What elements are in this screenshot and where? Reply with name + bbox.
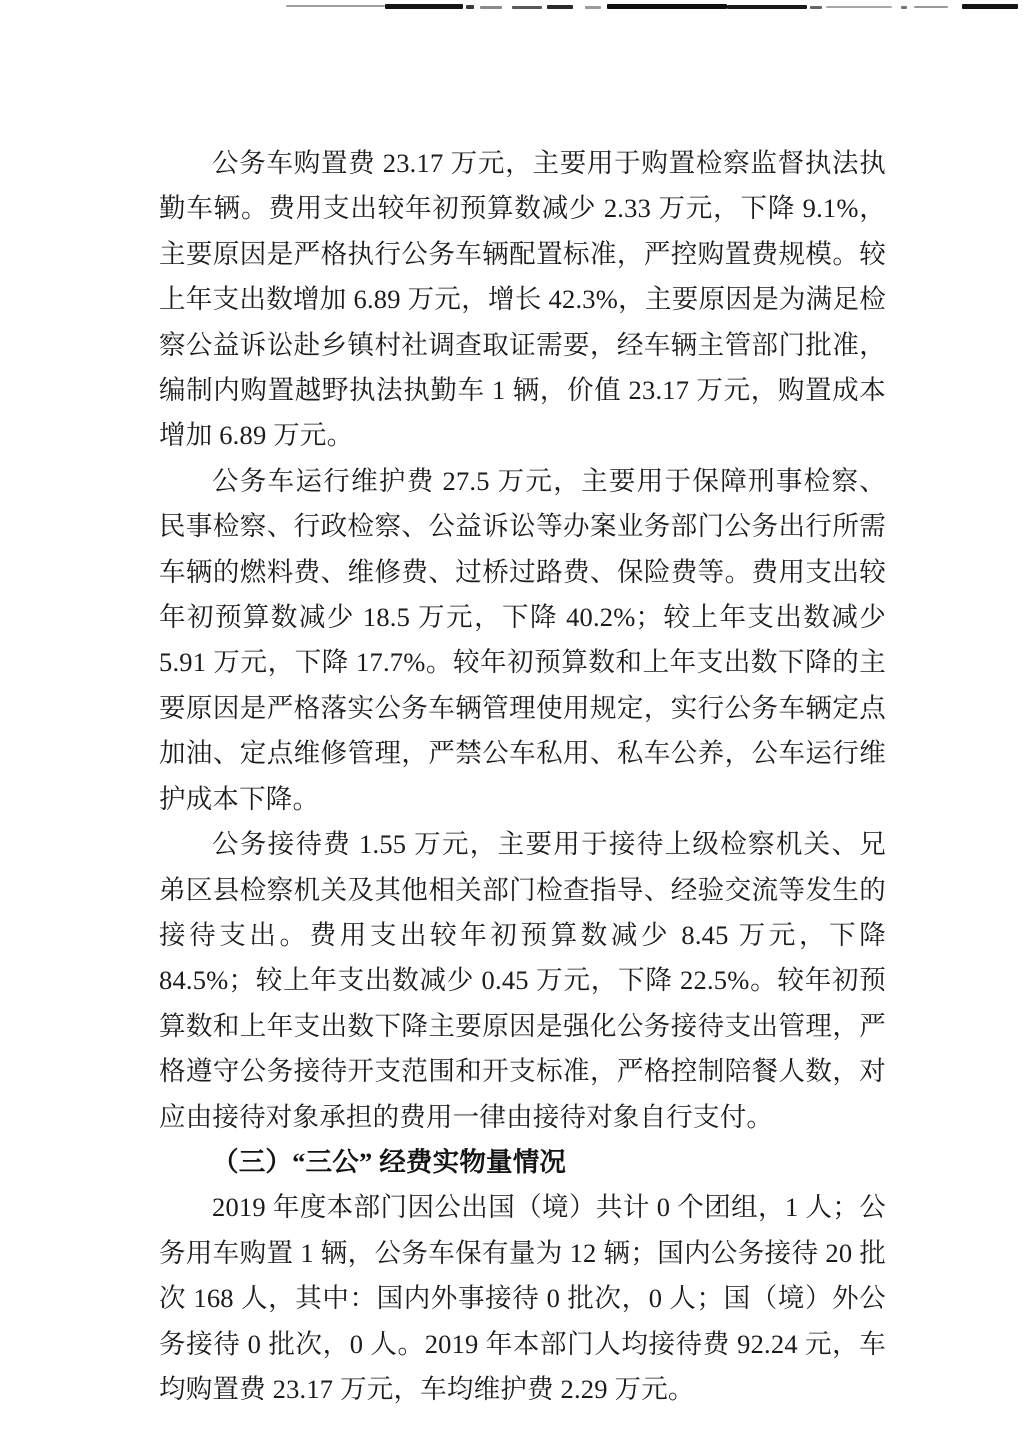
scan-dash [826, 6, 892, 8]
scan-dash [385, 4, 463, 9]
scan-dash [962, 4, 1018, 9]
scan-artifact-line [0, 0, 1024, 14]
scan-dash [480, 6, 502, 9]
body-paragraph-physical-quantities: 2019 年度本部门因公出国（境）共计 0 个团组，1 人；公务用车购置 1 辆，公务车保有量为 12 辆；国内公务接待 20 批次 168 人，其中：国内外事接待 0 批次，0 人；国（境）外公务接待 0 批次，0 人。2019 年本部门人均接待费 92.24 元，车均购置费 23.17 万元，车均维护费 2.29 万元。 [159, 1192, 886, 1404]
body-paragraph-official-reception: 公务接待费 1.55 万元，主要用于接待上级检察机关、兄弟区县检察机关及其他相关部门检查指导、经验交流等发生的接待支出。费用支出较年初预算数减少 8.45 万元，下降 84.5%；较上年支出数减少 0.45 万元，下降 22.5%。较年初预算数和上年支出数下降主要原因是强化公务接待支出管理，严格遵守公务接待开支范围和开支标准，严格控制陪餐人数，对应由接待对象承担的费用一律由接待对象自行支付。 [159, 829, 886, 1132]
scan-dash [810, 6, 822, 9]
scan-dash [286, 5, 385, 7]
scan-dash [512, 6, 542, 9]
scan-dash [914, 6, 948, 8]
section-heading-three-public-funds: （三）“三公” 经费实物量情况 [212, 1146, 567, 1177]
body-paragraph-vehicle-maintenance: 公务车运行维护费 27.5 万元，主要用于保障刑事检察、民事检察、行政检察、公益诉讼等办案业务部门公务出行所需车辆的燃料费、维修费、过桥过路费、保险费等。费用支出较年初预算数减少 18.5 万元，下降 40.2%；较上年支出数减少 5.91 万元，下降 17.7%。较年初预算数和上年支出数下降的主要原因是严格落实公务车辆管理使用规定，实行公务车辆定点加油、定点维修管理，严禁公车私用、私车公养，公车运行维护成本下降。 [159, 465, 886, 814]
scan-dash [607, 4, 727, 9]
scan-dash [901, 6, 907, 9]
document-text-block [159, 141, 886, 1412]
scan-dash [727, 5, 807, 9]
scan-dash [585, 6, 601, 9]
scan-dash [547, 5, 573, 9]
body-paragraph-vehicle-purchase: 公务车购置费 23.17 万元，主要用于购置检察监督执法执勤车辆。费用支出较年初预算数减少 2.33 万元，下降 9.1%，主要原因是严格执行公务车辆配置标准，严控购置费规模。较上年支出数增加 6.89 万元，增长 42.3%，主要原因是为满足检察公益诉讼赴乡镇村社调查取证需要，经车辆主管部门批准，编制内购置越野执法执勤车 1 辆，价值 23.17 万元，购置成本增加 6.89 万元。 [159, 148, 886, 451]
scan-dash [466, 5, 474, 9]
